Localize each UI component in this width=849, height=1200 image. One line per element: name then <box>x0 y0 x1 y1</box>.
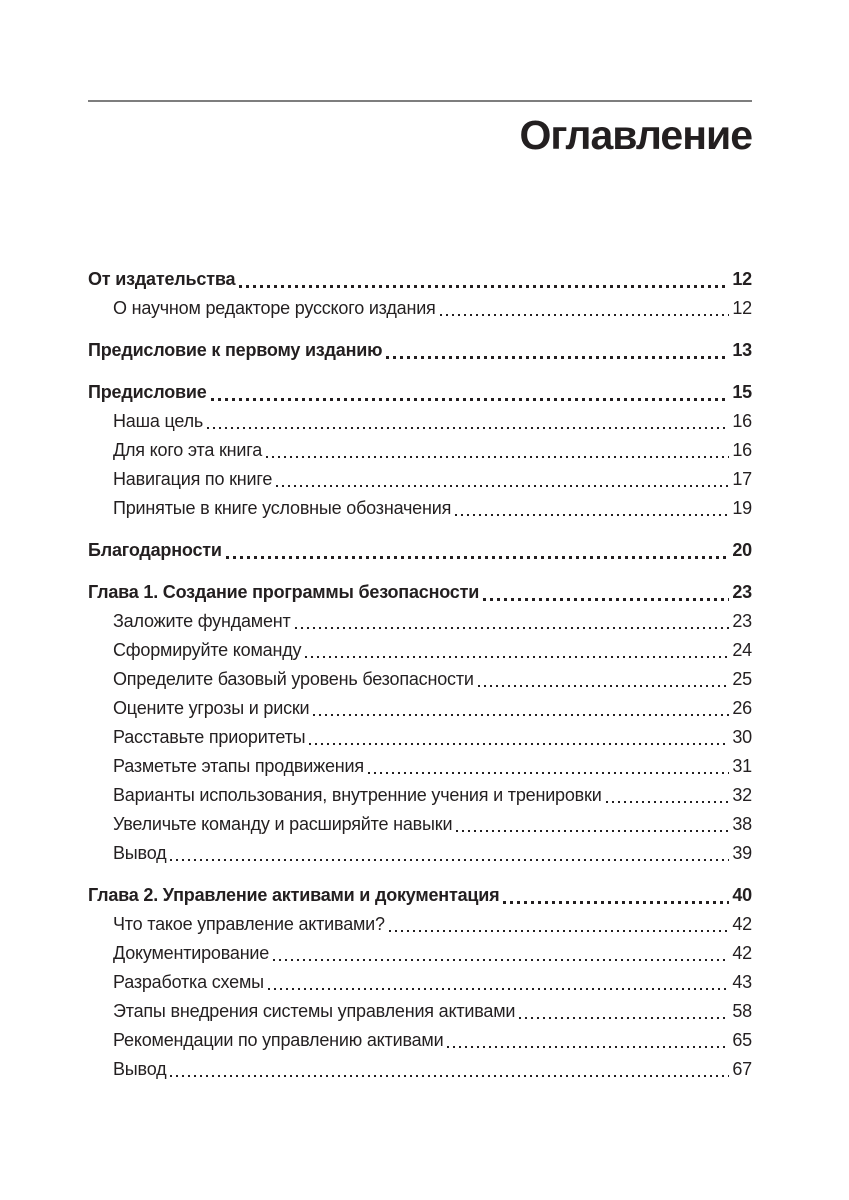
toc-entry <box>88 810 752 839</box>
toc-entry <box>88 578 752 607</box>
dot-leader <box>455 514 729 516</box>
dot-leader <box>368 772 729 774</box>
dot-leader <box>483 598 729 601</box>
toc-entry-label: Глава 2. Управление активами и документация <box>88 885 500 906</box>
dot-leader <box>519 1017 729 1019</box>
toc-entry-page: 12 <box>732 298 752 319</box>
toc-entry <box>88 723 752 752</box>
toc-entry <box>88 1026 752 1055</box>
toc-entry-label: Предисловие <box>88 382 207 403</box>
toc-entry-page: 23 <box>732 611 752 632</box>
dot-leader <box>207 427 729 429</box>
toc-entry <box>88 265 752 294</box>
toc-entry <box>88 636 752 665</box>
toc-entry-label: Благодарности <box>88 540 222 561</box>
toc-entry-page: 39 <box>732 843 752 864</box>
dot-leader <box>276 485 729 487</box>
toc-entry-page: 58 <box>732 1001 752 1022</box>
dot-leader <box>305 656 729 658</box>
toc-entry <box>88 1055 752 1084</box>
header-rule <box>88 100 752 102</box>
dot-leader <box>456 830 729 832</box>
toc-entry <box>88 607 752 636</box>
toc-entry <box>88 939 752 968</box>
toc-entry-page: 43 <box>732 972 752 993</box>
toc-entry-page: 24 <box>732 640 752 661</box>
toc-entry-page: 23 <box>732 582 752 603</box>
toc-entry <box>88 665 752 694</box>
toc-entry-label: Принятые в книге условные обозначения <box>113 498 452 519</box>
toc-entry <box>88 839 752 868</box>
toc-entry-label: Разметьте этапы продвижения <box>113 756 364 777</box>
toc-entry-page: 16 <box>732 411 752 432</box>
toc-entry-label: Расставьте приоритеты <box>113 727 306 748</box>
toc-entry-page: 40 <box>732 885 752 906</box>
toc-entry <box>88 378 752 407</box>
toc-entry-page: 38 <box>732 814 752 835</box>
toc-entry-label: О научном редакторе русского издания <box>113 298 436 319</box>
toc-entry <box>88 336 752 365</box>
toc-entry-label: Наша цель <box>113 411 204 432</box>
toc-entry-page: 30 <box>732 727 752 748</box>
dot-leader <box>389 930 730 932</box>
dot-leader <box>386 356 729 359</box>
toc-entry-page: 26 <box>732 698 752 719</box>
dot-leader <box>266 456 729 458</box>
toc-entry-page: 13 <box>732 340 752 361</box>
toc-entry-label: Рекомендации по управлению активами <box>113 1030 444 1051</box>
toc-entry <box>88 910 752 939</box>
toc-list <box>88 265 752 1084</box>
toc-entry <box>88 294 752 323</box>
dot-leader <box>170 859 729 861</box>
dot-leader <box>239 285 729 288</box>
toc-entry <box>88 494 752 523</box>
toc-entry-page: 19 <box>732 498 752 519</box>
toc-entry <box>88 536 752 565</box>
toc-entry-label: Определите базовый уровень безопасности <box>113 669 474 690</box>
toc-entry <box>88 997 752 1026</box>
toc-entry-label: Увеличьте команду и расширяйте навыки <box>113 814 453 835</box>
toc-entry-label: От издательства <box>88 269 236 290</box>
dot-leader <box>170 1075 729 1077</box>
dot-leader <box>440 314 730 316</box>
toc-entry <box>88 465 752 494</box>
dot-leader <box>273 959 729 961</box>
toc-entry <box>88 968 752 997</box>
toc-entry <box>88 781 752 810</box>
toc-entry <box>88 752 752 781</box>
toc-entry-label: Оцените угрозы и риски <box>113 698 310 719</box>
toc-entry-label: Для кого эта книга <box>113 440 263 461</box>
toc-entry-page: 42 <box>732 914 752 935</box>
toc-entry-label: Этапы внедрения системы управления активами <box>113 1001 516 1022</box>
page-content <box>88 100 752 1084</box>
toc-entry-label: Сформируйте команду <box>113 640 302 661</box>
toc-entry-page: 42 <box>732 943 752 964</box>
dot-leader <box>447 1046 729 1048</box>
toc-entry-page: 15 <box>732 382 752 403</box>
toc-entry-page: 65 <box>732 1030 752 1051</box>
toc-entry-label: Вывод <box>113 1059 167 1080</box>
dot-leader <box>503 901 729 904</box>
toc-entry-label: Разработка схемы <box>113 972 264 993</box>
toc-entry <box>88 694 752 723</box>
dot-leader <box>478 685 730 687</box>
toc-entry-label: Что такое управление активами? <box>113 914 385 935</box>
toc-entry-page: 12 <box>732 269 752 290</box>
dot-leader <box>211 398 730 401</box>
toc-entry <box>88 407 752 436</box>
toc-entry-label: Предисловие к первому изданию <box>88 340 383 361</box>
toc-entry-label: Документирование <box>113 943 270 964</box>
dot-leader <box>268 988 730 990</box>
dot-leader <box>313 714 729 716</box>
toc-entry-label: Вывод <box>113 843 167 864</box>
toc-entry-page: 32 <box>732 785 752 806</box>
toc-entry-label: Навигация по книге <box>113 469 273 490</box>
toc-entry <box>88 881 752 910</box>
dot-leader <box>226 556 730 559</box>
toc-entry-page: 16 <box>732 440 752 461</box>
toc-entry-page: 20 <box>732 540 752 561</box>
toc-entry-page: 31 <box>732 756 752 777</box>
toc-entry-label: Заложите фундамент <box>113 611 291 632</box>
toc-entry <box>88 436 752 465</box>
dot-leader <box>309 743 729 745</box>
toc-entry-page: 25 <box>732 669 752 690</box>
dot-leader <box>606 801 730 803</box>
toc-entry-page: 67 <box>732 1059 752 1080</box>
dot-leader <box>295 627 730 629</box>
toc-entry-label: Глава 1. Создание программы безопасности <box>88 582 480 603</box>
toc-entry-label: Варианты использования, внутренние учения и тренировки <box>113 785 602 806</box>
page-title: Оглавление <box>519 112 752 158</box>
toc-entry-page: 17 <box>732 469 752 490</box>
